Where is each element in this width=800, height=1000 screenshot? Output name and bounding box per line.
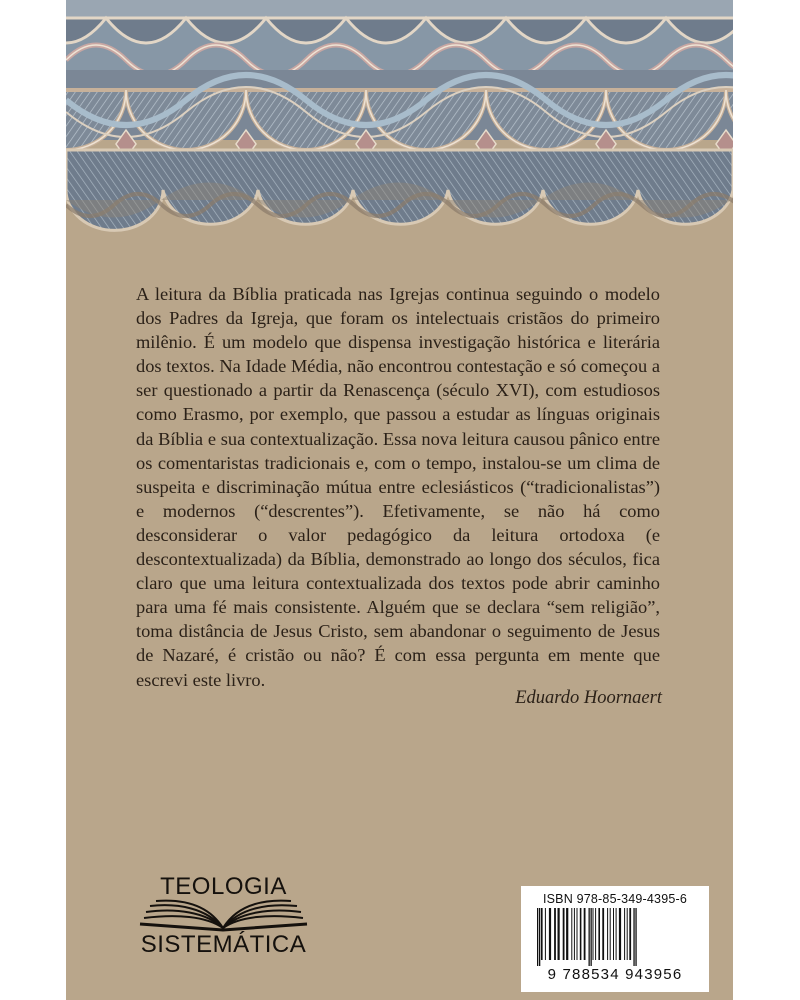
barcode-digits: 9 788534 943956 [547, 966, 683, 983]
isbn-barcode [521, 886, 709, 992]
open-book-icon [136, 898, 311, 932]
series-logo-line1: TEOLOGIA [160, 873, 287, 900]
barcode-bars [529, 908, 701, 966]
isbn-label: ISBN 978-85-349-4395-6 [542, 892, 688, 906]
series-logo-line2: SISTEMÁTICA [140, 931, 307, 958]
series-logo [136, 874, 311, 964]
back-cover [66, 0, 733, 1000]
back-cover-blurb: A leitura da Bíblia praticada nas Igrejas continua seguindo o modelo dos Padres da Igreja, que foram os intelectuais cristãos do primeiro milênio. É um modelo que dispensa investigação histórica e literária dos textos. Na Idade Média, não encontrou contestação e só começou a ser questionado a partir da Renascença (século XVI), com estudiosos como Erasmo, por exemplo, que passou a estudar as línguas originais da Bíblia e sua contextualização. Essa nova leitura causou pânico entre os comentaristas tradicionais e, com o tempo, instalou-se um clima de suspeita e discriminação mútua entre eclesiásticos (“tradicionalistas”) e modernos (“descrentes”). Efetivamente, se não há como desconsiderar o valor pedagógico da leitura ortodoxa (e descontextualizada) da Bíblia, demonstrado ao longo dos séculos, fica claro que uma leitura contextualizada dos textos pode abrir caminho para uma fé mais consistente. Alguém que se declara “sem religião”, toma distância de Jesus Cristo, sem abandonar o seguimento de Jesus de Nazaré, é cristão ou não? É com essa pergunta em mente que escrevi este livro. [136, 284, 660, 690]
decorative-ornament-border [66, 0, 733, 250]
author-signature: Eduardo Hoornaert [515, 688, 662, 708]
